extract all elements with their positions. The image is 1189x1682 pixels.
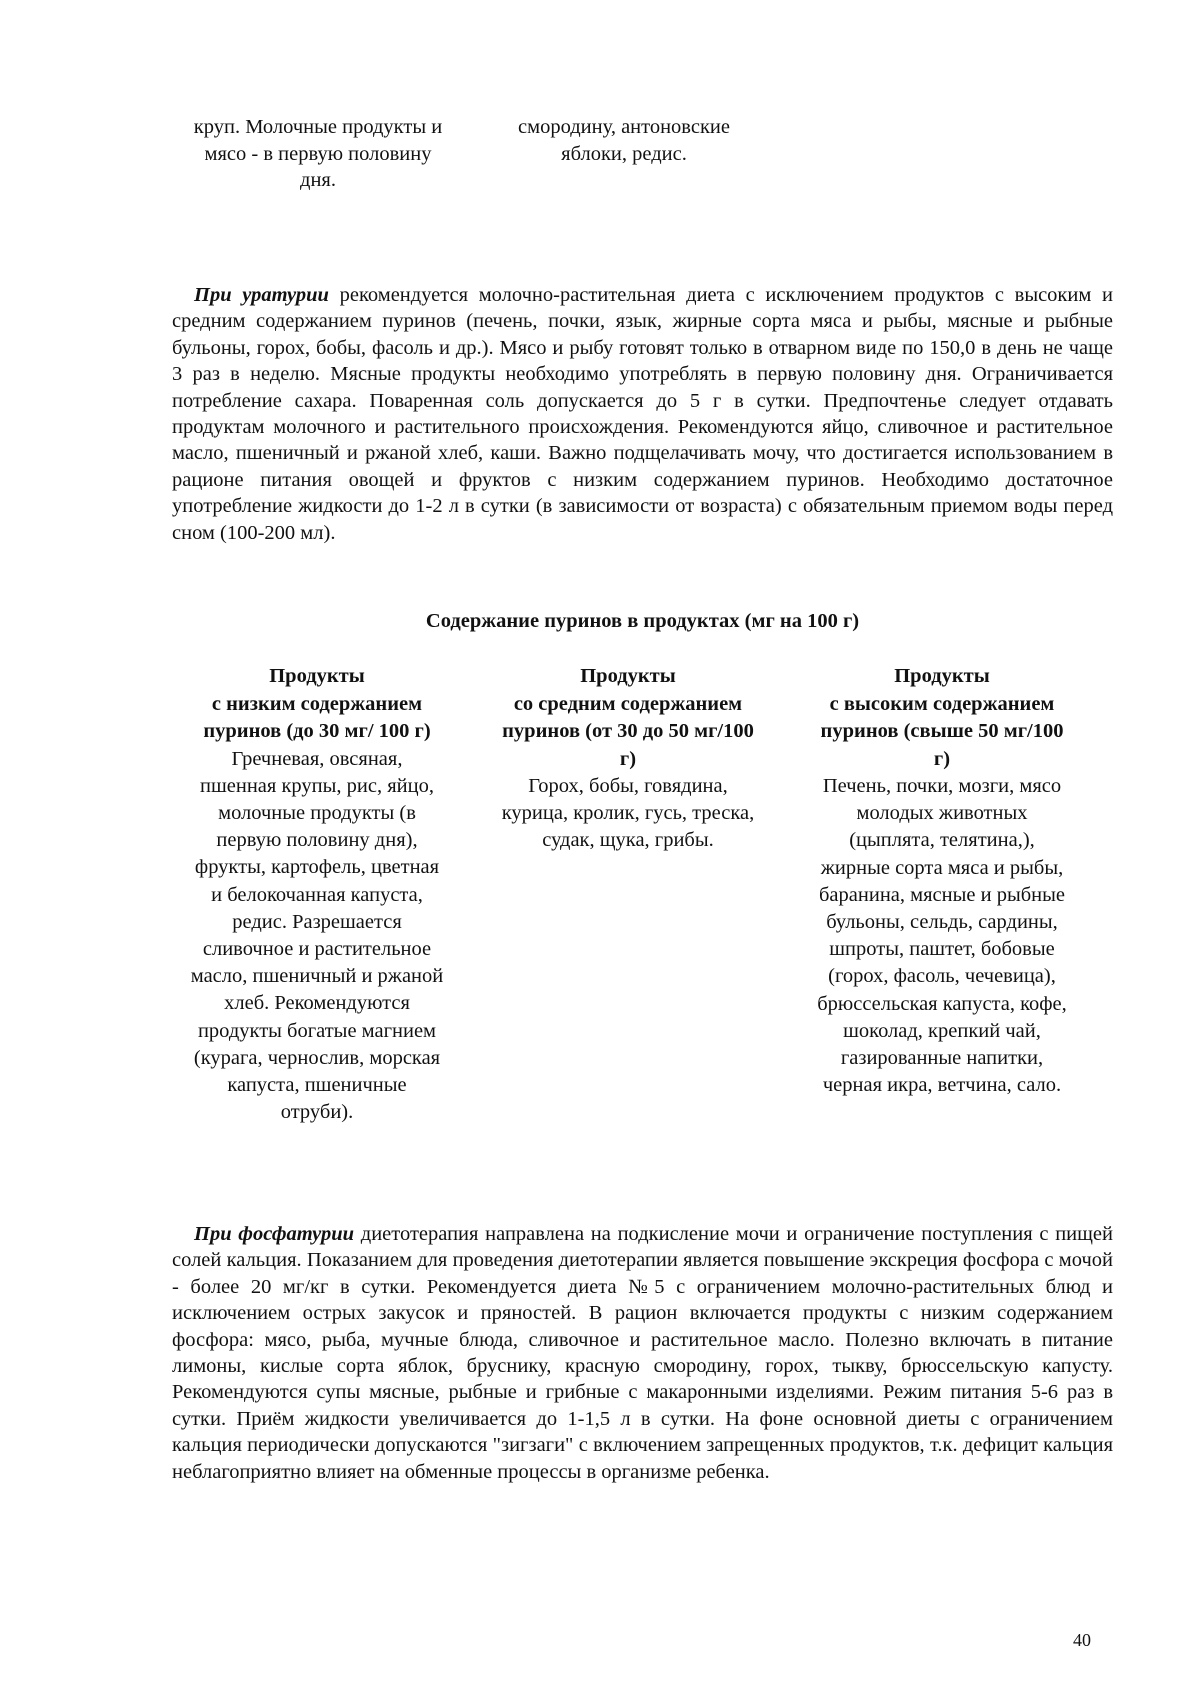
column-header-medium: Продукты со средним содержанием пуринов (от 30 до 50 мг/100 г)	[502, 665, 754, 770]
purine-table-title: Содержание пуринов в продуктах (мг на 100 г)	[425, 610, 860, 632]
purine-column-low	[167, 663, 467, 1126]
column-body-high: Печень, почки, мозги, мясо молодых животных (цыплята, телятина,), жирные сорта мяса и рыбы, баранина, мясные и рыбные бульоны, сельдь, сардины, шпроты, паштет, бобовые (горох, фасоль, чечевица), брюссельская капуста, кофе, шоколад, крепкий чай, газированные напитки, черная икра, ветчина, сало.	[817, 775, 1067, 1097]
uraturia-paragraph	[172, 282, 1113, 546]
purine-column-high	[792, 663, 1092, 1099]
column-body-low: Гречневая, овсяная, пшенная крупы, рис, яйцо, молочные продукты (в первую половину дня), фрукты, картофель, цветная и белокочанная капуста, редис. Разрешается сливочное и растительное масло, пшеничный и ржаной хлеб. Рекомендуются продукты богатые магнием (курага, чернослив, морская капуста, пшеничные отруби).	[190, 747, 444, 1124]
uraturia-text: рекомендуется молочно-растительная диета с исключением продуктов с высоким и средним содержанием пуринов (печень, почки, язык, жирные сорта мяса и рыбы, мясные и рыбные бульоны, горох, бобы, фасоль и др.). Мясо и рыбу готовят только в отварном виде по 150,0 в день не чаще 3 раз в неделю. Мясные продукты необходимо употреблять в первую половину дня. Ограничивается потребление сахара. Поваренная соль допускается до 5 г в сутки. Предпочтенье следует отдавать продуктам молочного и растительного происхождения. Рекомендуются яйцо, сливочное и растительное масло, пшеничный и ржаной хлеб, каши. Важно подщелачивать мочу, что достигается использованием в рационе питания овощей и фруктов с низким содержанием пуринов. Необходимо достаточное употребление жидкости до 1-2 л в сутки (в зависимости от возраста) с обязательным приемом воды перед сном (100-200 мл).	[172, 284, 1113, 544]
previous-table-fragment-right: смородину, антоновские яблоки, редис.	[518, 116, 730, 165]
phosphaturia-lead: При фосфатурии	[194, 1223, 355, 1245]
uraturia-lead: При уратурии	[194, 284, 329, 306]
page-number: 40	[1073, 1630, 1091, 1650]
column-header-high: Продукты с высоким содержанием пуринов (свыше 50 мг/100 г)	[820, 665, 1064, 770]
phosphaturia-paragraph	[172, 1221, 1113, 1485]
column-header-low: Продукты с низким содержанием пуринов (до 30 мг/ 100 г)	[203, 665, 431, 742]
purine-column-medium	[478, 663, 778, 855]
column-body-medium: Горох, бобы, говядина, курица, кролик, гусь, треска, судак, щука, грибы.	[501, 775, 755, 852]
previous-table-fragment-left: круп. Молочные продукты и мясо - в первую половину дня.	[193, 116, 443, 191]
phosphaturia-text: диетотерапия направлена на подкисление мочи и ограничение поступления с пищей солей кальция. Показанием для проведения диетотерапии является повышение экскреция фосфора с мочой - более 20 мг/кг в сутки. Рекомендуется диета №5 с ограничением молочно-растительных блюд и исключением острых закусок и пряностей. В рацион включается продукты с низким содержанием фосфора: мясо, рыба, мучные блюда, сливочное и растительное масло. Полезно включать в питание лимоны, кислые сорта яблок, бруснику, красную смородину, горох, тыкву, брюссельскую капусту. Рекомендуются супы мясные, рыбные и грибные с макаронными изделиями. Режим питания 5-6 раз в сутки. Приём жидкости увеличивается до 1-1,5 л в сутки. На фоне основной диеты с ограничением кальция периодически допускаются "зигзаги" с включением запрещенных продуктов, т.к. дефицит кальция неблагоприятно влияет на обменные процессы в организме ребенка.	[172, 1223, 1113, 1483]
